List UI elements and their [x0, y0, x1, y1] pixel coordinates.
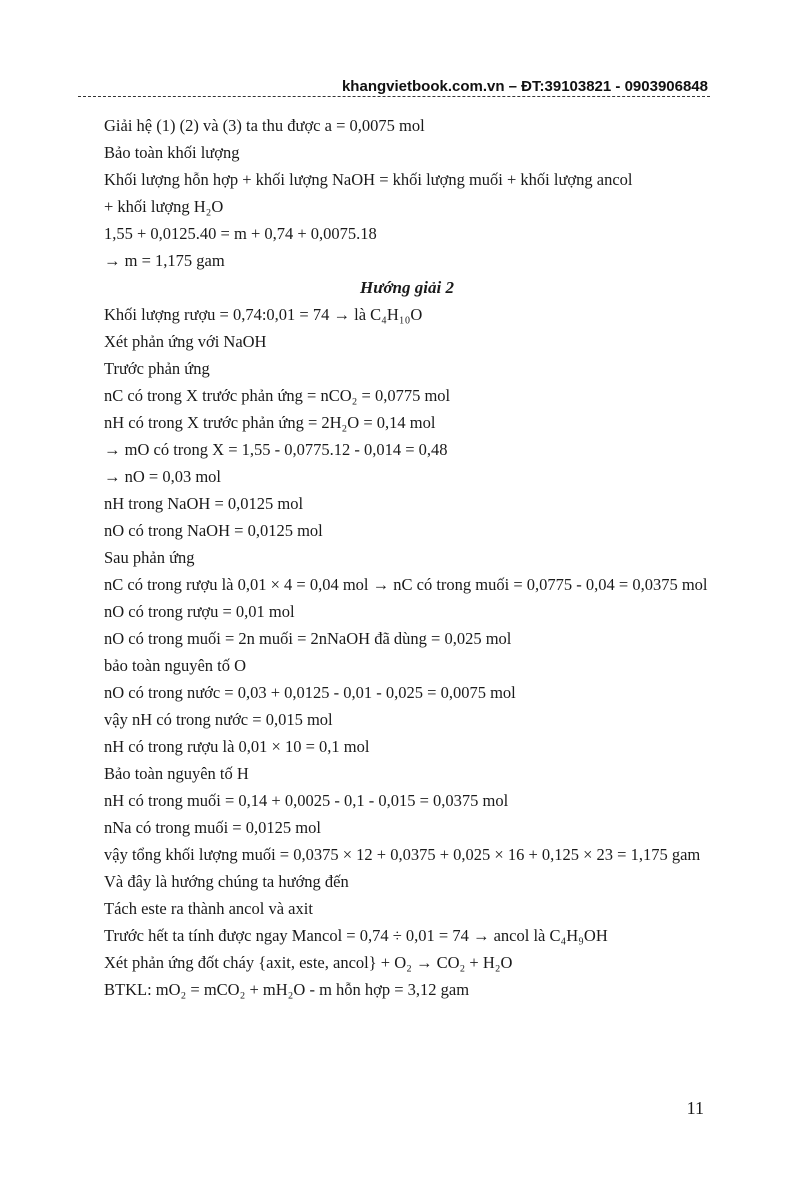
text-line: nH trong NaOH = 0,0125 mol [104, 494, 304, 513]
text-line: nO có trong NaOH = 0,0125 mol [104, 521, 323, 540]
text-line: BTKL: mO₂ = mCO₂ + mH₂O - m hỗn hợp = 3,12 gam [104, 980, 470, 999]
text-line: Xét phản ứng với NaOH [104, 332, 267, 351]
text-line: bảo toàn nguyên tố O [104, 656, 247, 675]
text-line: nO có trong rượu = 0,01 mol [104, 602, 295, 621]
header-divider [78, 96, 710, 97]
page-body [104, 112, 710, 1003]
text-line: Bảo toàn nguyên tố H [104, 764, 249, 783]
text-line: nC có trong X trước phản ứng = nCO₂ = 0,0775 mol [104, 386, 451, 405]
page-header: khangvietbook.com.vn – ĐT:39103821 - 0903906848 [341, 78, 708, 95]
text-line: → mO có trong X = 1,55 - 0,0775.12 - 0,014 = 0,48 [104, 440, 448, 459]
text-line: Sau phản ứng [104, 548, 195, 567]
text-line: nH có trong muối = 0,14 + 0,0025 - 0,1 - 0,015 = 0,0375 mol [104, 791, 509, 810]
text-line: vậy nH có trong nước = 0,015 mol [104, 710, 333, 729]
text-line: Khối lượng rượu = 0,74:0,01 = 74 → là C₄H₁₀O [104, 305, 423, 324]
text-line: Giải hệ (1) (2) và (3) ta thu được a = 0,0075 mol [104, 116, 425, 135]
text-line: + khối lượng H₂O [104, 197, 224, 216]
text-line: Trước phản ứng [104, 359, 210, 378]
section-heading: Hướng giải 2 [360, 278, 454, 297]
text-line: → m = 1,175 gam [104, 251, 225, 270]
text-line: nO có trong nước = 0,03 + 0,0125 - 0,01 - 0,025 = 0,0075 mol [104, 683, 516, 702]
text-line: Xét phản ứng đốt cháy {axit, este, ancol} + O₂ → CO₂ + H₂O [104, 953, 513, 972]
text-line: nC có trong rượu là 0,01 × 4 = 0,04 mol → nC có trong muối = 0,0775 - 0,04 = 0,0375 mol [104, 575, 708, 594]
text-line: 1,55 + 0,0125.40 = m + 0,74 + 0,0075.18 [104, 224, 377, 243]
page-number: 11 [686, 1098, 704, 1118]
text-line: Bảo toàn khối lượng [104, 143, 240, 162]
text-line: Tách este ra thành ancol và axit [104, 899, 313, 918]
text-line: → nO = 0,03 mol [104, 467, 222, 486]
text-line: Khối lượng hỗn hợp + khối lượng NaOH = khối lượng muối + khối lượng ancol [104, 170, 633, 189]
text-line: Và đây là hướng chúng ta hướng đến [104, 872, 349, 891]
text-line: vậy tổng khối lượng muối = 0,0375 × 12 + 0,0375 + 0,025 × 16 + 0,125 × 23 = 1,175 gam [104, 845, 701, 864]
text-line: Trước hết ta tính được ngay Mancol = 0,74 ÷ 0,01 = 74 → ancol là C₄H₉OH [104, 926, 608, 945]
text-line: nH có trong X trước phản ứng = 2H₂O = 0,14 mol [104, 413, 436, 432]
text-line: nO có trong muối = 2n muối = 2nNaOH đã dùng = 0,025 mol [104, 629, 512, 648]
text-line: nNa có trong muối = 0,0125 mol [104, 818, 321, 837]
text-line: nH có trong rượu là 0,01 × 10 = 0,1 mol [104, 737, 370, 756]
